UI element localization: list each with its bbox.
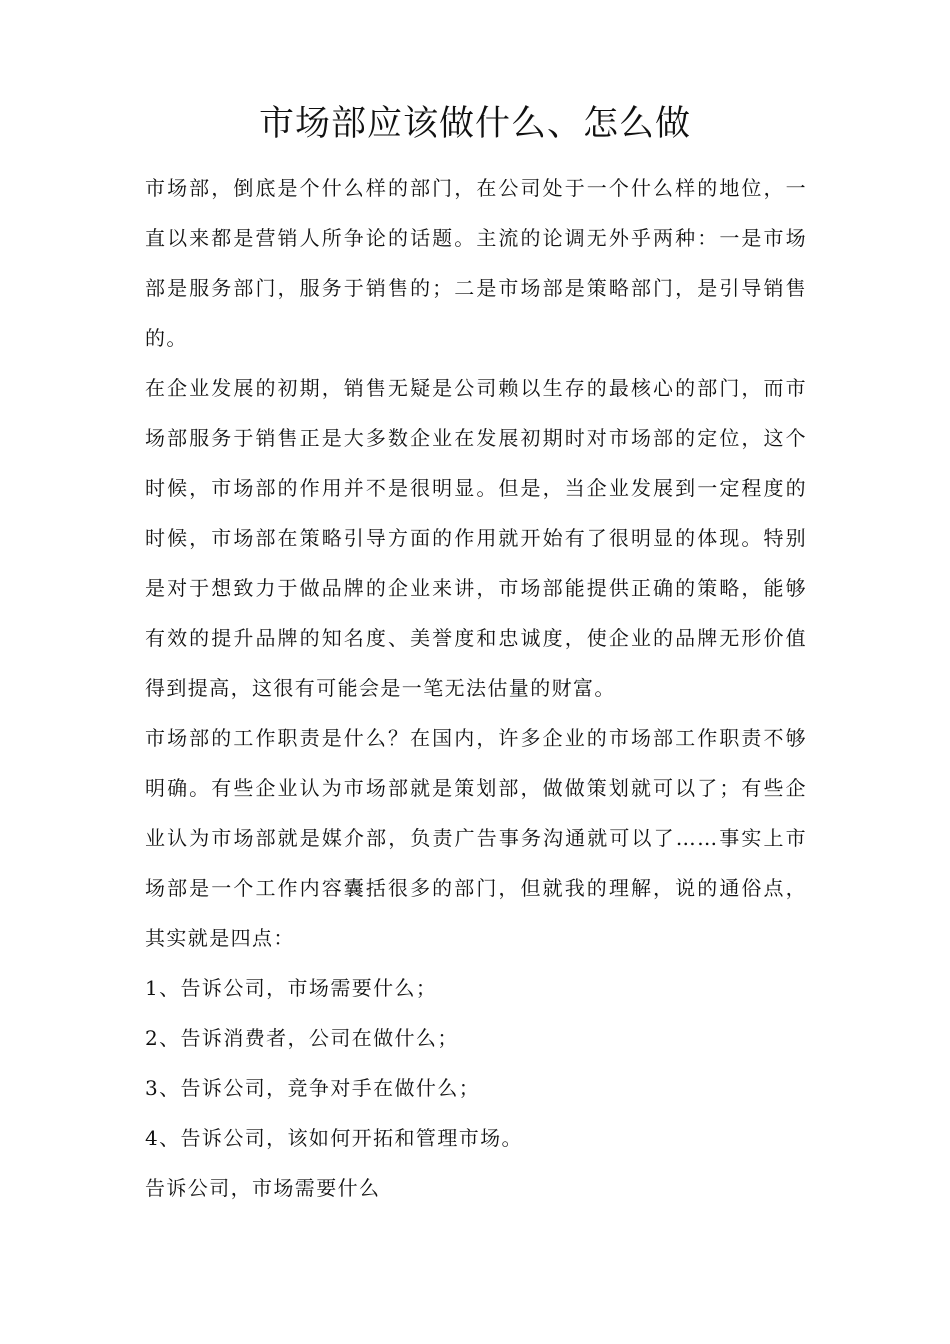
list-item-4: 4、告诉公司，该如何开拓和管理市场。 <box>145 1126 523 1150</box>
document-title: 市场部应该做什么、怎么做 <box>258 104 691 144</box>
paragraph-early-stage: 在企业发展的初期，销售无疑是公司赖以生存的最核心的部门，而市场部服务于销售正是大多数企业在发展初期时对市场部的定位，这个时候，市场部的作用并不是很明显。但是，当企业发展到一定程度的时候，市场部在策略引导方面的作用就开始有了很明显的体现。特别是对于想致力于做品牌的企业来讲，市场部能提供正确的策略，能够有效的提升品牌的知名度、美誉度和忠诚度，使企业的品牌无形价值得到提高，这很有可能会是一笔无法估量的财富。 <box>145 376 807 700</box>
list-item-3: 3、告诉公司，竞争对手在做什么； <box>145 1076 481 1100</box>
list-item-1: 1、告诉公司，市场需要什么； <box>145 976 438 1000</box>
list-item-2: 2、告诉消费者，公司在做什么； <box>145 1026 459 1050</box>
document-body <box>145 163 807 1213</box>
section-heading: 告诉公司，市场需要什么 <box>145 1176 381 1200</box>
paragraph-duties: 市场部的工作职责是什么？在国内，许多企业的市场部工作职责不够明确。有些企业认为市场部就是策划部，做做策划就可以了；有些企业认为市场部就是媒介部，负责广告事务沟通就可以了……事实上市场部是一个工作内容囊括很多的部门，但就我的理解，说的通俗点，其实就是四点： <box>145 726 807 950</box>
paragraph-intro: 市场部，倒底是个什么样的部门，在公司处于一个什么样的地位，一直以来都是营销人所争论的话题。主流的论调无外乎两种：一是市场部是服务部门，服务于销售的；二是市场部是策略部门，是引导销售的。 <box>145 176 807 350</box>
